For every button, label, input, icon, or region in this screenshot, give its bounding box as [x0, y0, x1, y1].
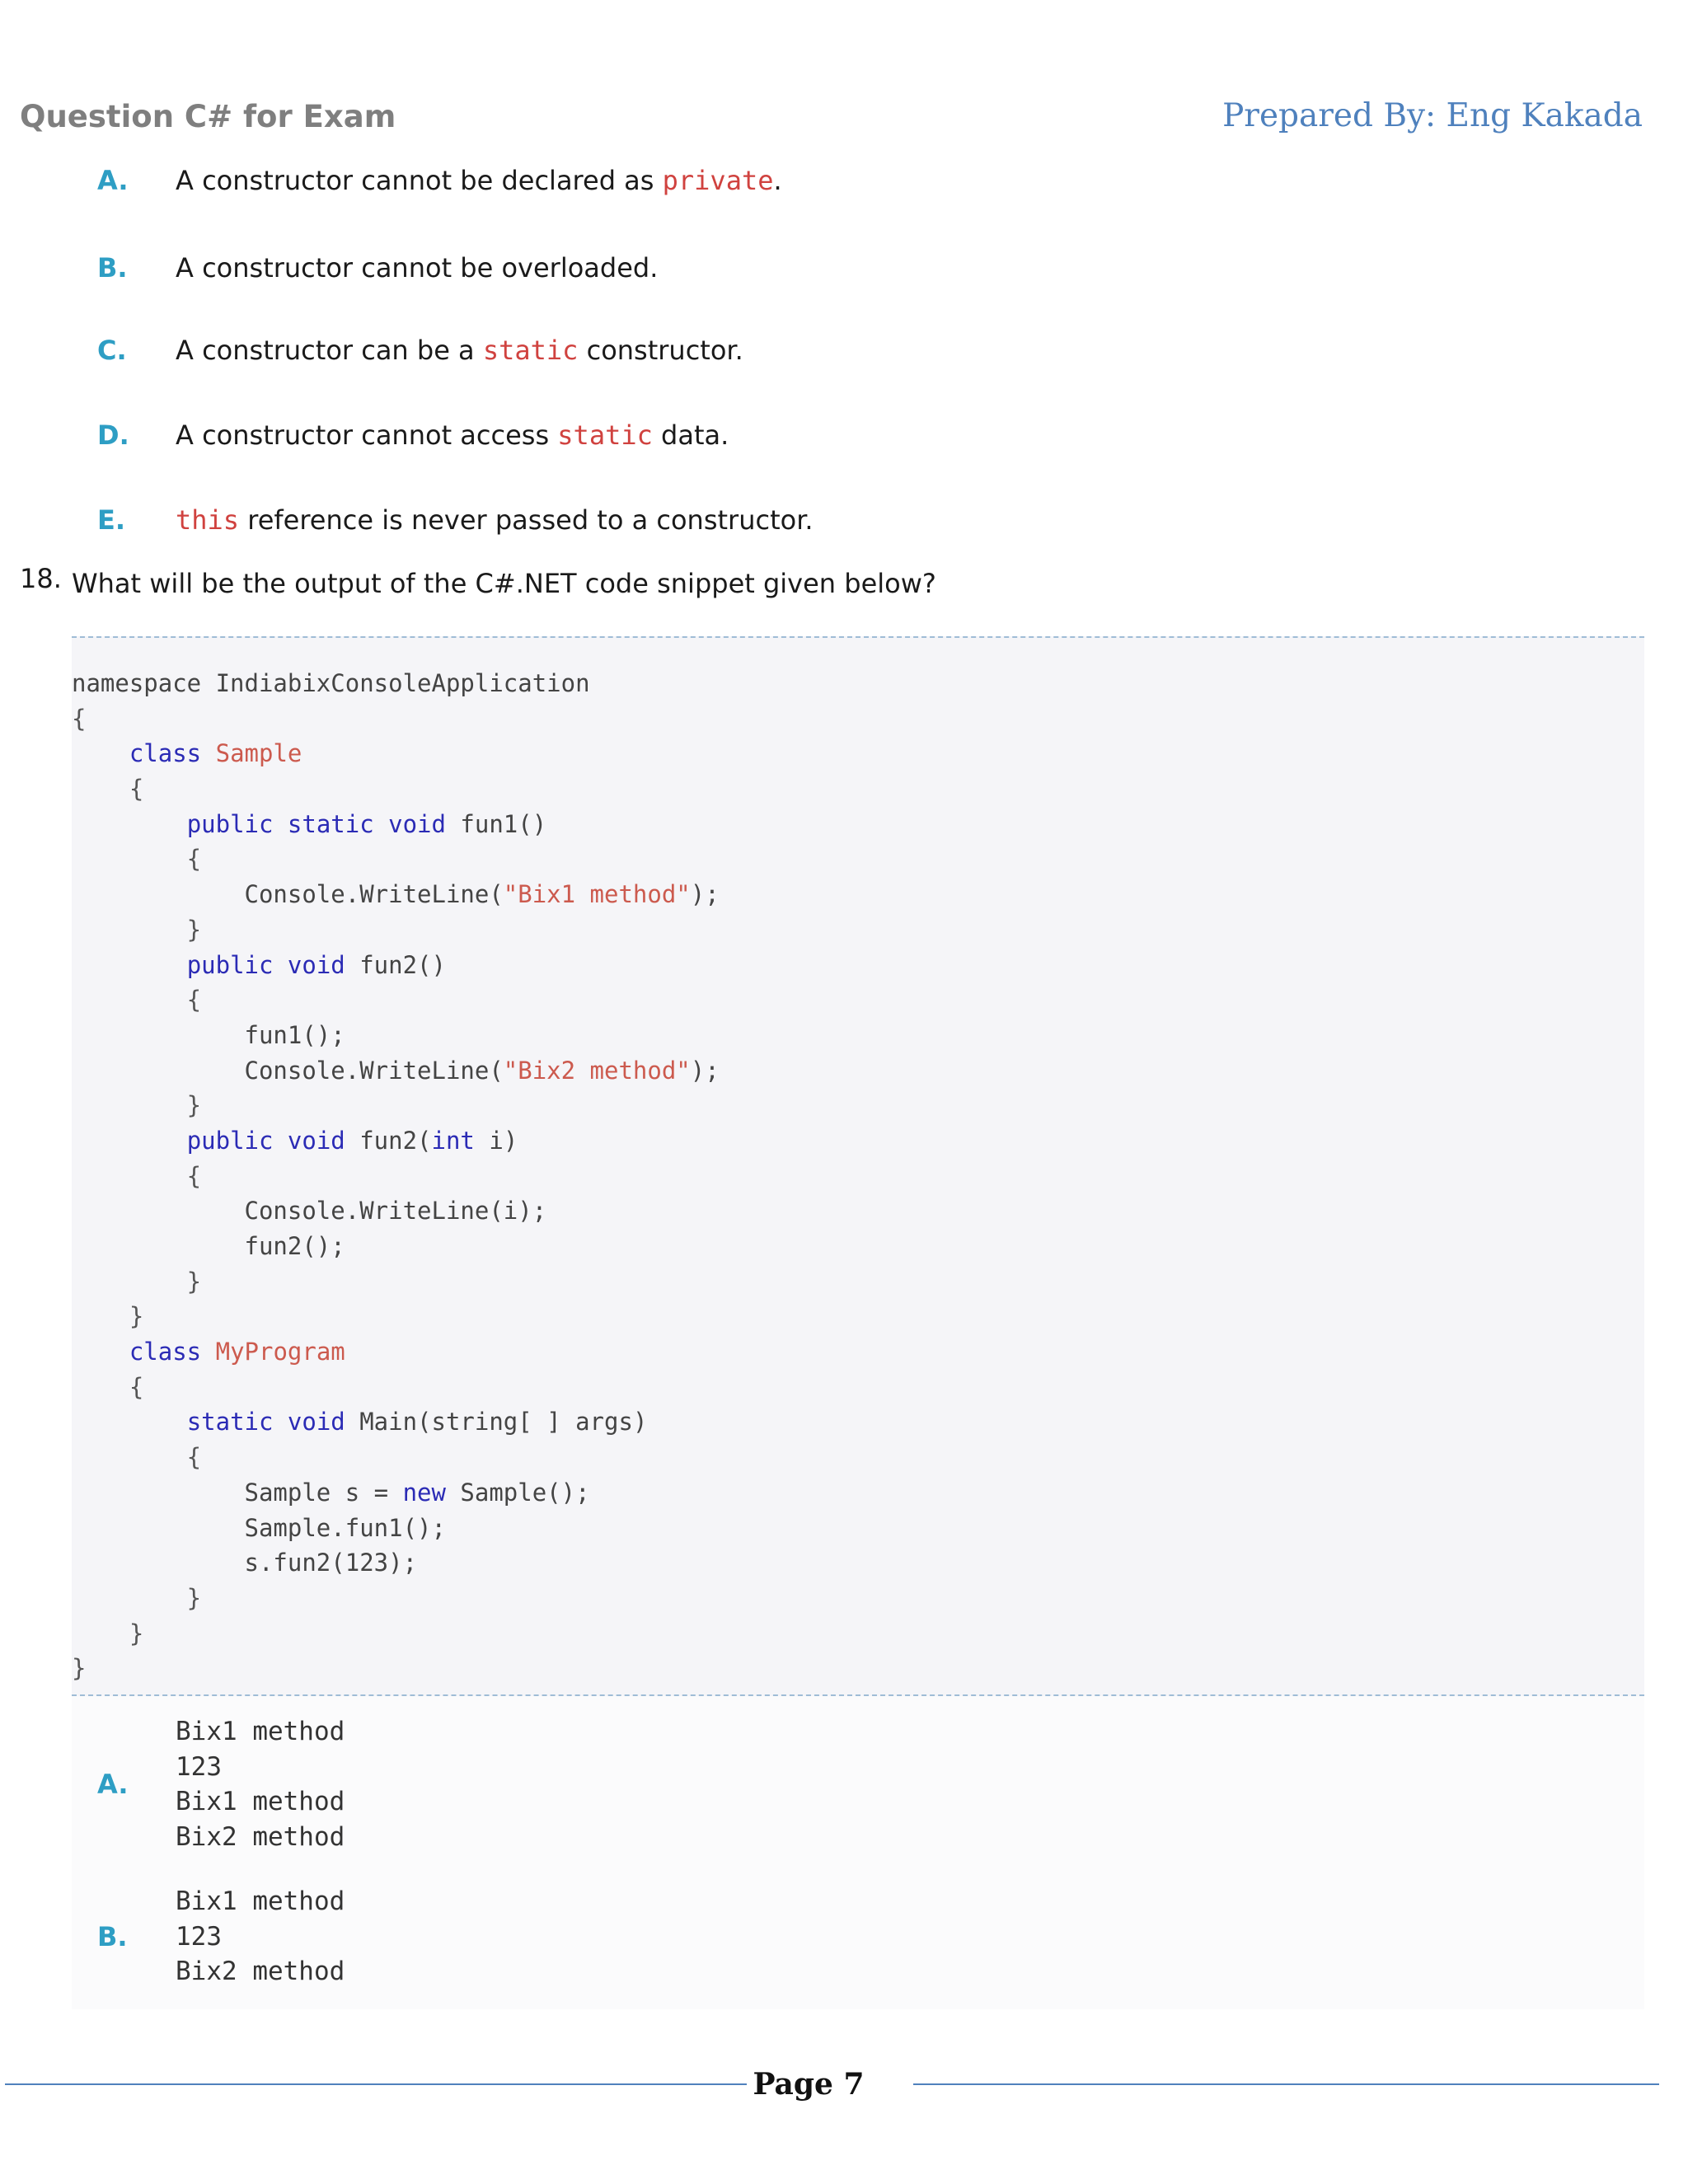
output-line: Bix1 method — [176, 1787, 345, 1816]
option-c — [97, 335, 1647, 366]
code-line — [72, 666, 720, 701]
option-b — [97, 252, 1647, 284]
code-token: MyProgram — [215, 1338, 345, 1366]
code-line — [72, 736, 720, 771]
option-text: A constructor cannot access static data. — [176, 419, 729, 451]
answer-b — [97, 1884, 345, 1990]
code-token: { — [72, 1372, 144, 1401]
answer-output — [176, 1714, 345, 1854]
code-line — [72, 1159, 720, 1194]
code-line — [72, 1475, 720, 1511]
code-line — [72, 1229, 720, 1264]
code-token: s.fun2(123); — [72, 1549, 418, 1577]
code-line — [72, 1440, 720, 1475]
code-token — [72, 1127, 187, 1155]
code-token: { — [72, 775, 144, 804]
option-text: this reference is never passed to a constructor. — [176, 504, 814, 536]
option-text: A constructor can be a static constructor. — [176, 335, 743, 366]
code-token: Console.WriteLine(i); — [72, 1197, 547, 1226]
code-token: namespace IndiabixConsoleApplication — [72, 669, 590, 697]
code-token: fun1() — [445, 809, 547, 838]
code-line — [72, 1545, 720, 1581]
code-token: ); — [690, 1056, 720, 1085]
question-number: 18. — [20, 563, 62, 594]
code-token: public void — [186, 1126, 345, 1155]
code-line — [72, 982, 720, 1018]
code-token: Sample.fun1(); — [72, 1513, 446, 1542]
code-token — [72, 1338, 129, 1366]
code-line — [72, 1123, 720, 1159]
code-line — [72, 807, 720, 842]
code-token: fun2( — [345, 1126, 432, 1155]
option-letter: A. — [97, 1769, 129, 1800]
option-text: A constructor cannot be declared as private. — [176, 165, 782, 196]
code-line — [72, 948, 720, 983]
option-letter: B. — [97, 252, 128, 284]
code-token: } — [72, 1583, 202, 1612]
code-token: Sample — [215, 739, 302, 768]
code-token: } — [72, 1619, 144, 1647]
option-letter: E. — [97, 504, 126, 536]
code-line — [72, 771, 720, 807]
code-token: fun1(); — [72, 1020, 345, 1049]
code-token: "Bix2 method" — [503, 1056, 691, 1085]
inline-code: private — [662, 165, 774, 196]
code-line — [72, 701, 720, 737]
code-token: Console.WriteLine( — [72, 880, 504, 909]
code-line — [72, 1404, 720, 1440]
code-token: fun2(); — [72, 1232, 345, 1260]
code-token: { — [72, 986, 202, 1015]
output-line: Bix2 method — [176, 1957, 345, 1986]
code-token — [72, 810, 187, 838]
inline-code: static — [482, 335, 579, 366]
code-line — [72, 1299, 720, 1334]
code-token: Console.WriteLine( — [72, 1056, 504, 1085]
inline-code: static — [557, 419, 653, 451]
code-token: Sample(); — [445, 1478, 590, 1507]
code-line — [72, 1264, 720, 1300]
option-letter: D. — [97, 419, 129, 451]
code-lines — [72, 666, 720, 1686]
code-token: "Bix1 method" — [503, 880, 691, 909]
code-token: { — [72, 845, 202, 874]
code-token: } — [72, 915, 202, 944]
code-line — [72, 1370, 720, 1405]
code-line — [72, 877, 720, 912]
question-text: What will be the output of the C#.NET code snippet given below? — [72, 568, 936, 599]
code-token: Main(string[ ] args) — [345, 1408, 648, 1436]
page-number: Page 7 — [753, 2067, 865, 2102]
answer-output — [176, 1884, 345, 1990]
code-token — [72, 739, 129, 767]
option-a — [97, 165, 1647, 196]
code-line — [72, 1581, 720, 1616]
code-token — [72, 1408, 187, 1436]
code-token: static void — [186, 1408, 345, 1436]
code-token: ); — [690, 880, 720, 909]
code-token: new — [402, 1478, 446, 1507]
code-token: { — [72, 704, 87, 733]
code-token: Sample s = — [72, 1478, 403, 1507]
code-token — [72, 951, 187, 979]
code-token: int — [431, 1126, 475, 1155]
output-line: Bix1 method — [176, 1886, 345, 1916]
output-line: Bix2 method — [176, 1821, 345, 1852]
code-snippet — [72, 636, 1644, 1696]
code-line — [72, 841, 720, 877]
option-letter: B. — [97, 1920, 128, 1952]
code-token: class — [129, 739, 202, 768]
option-text: A constructor cannot be overloaded. — [176, 252, 659, 284]
code-token: } — [72, 1091, 202, 1120]
author-credit: Prepared By: Eng Kakada — [1222, 97, 1643, 134]
output-line: Bix1 method — [176, 1717, 345, 1746]
code-token: { — [72, 1443, 202, 1472]
code-token: public void — [186, 950, 345, 979]
option-d — [97, 419, 1647, 451]
code-line — [72, 1088, 720, 1123]
code-line — [72, 1334, 720, 1370]
code-token: } — [72, 1654, 87, 1683]
code-line — [72, 1511, 720, 1546]
code-token: } — [72, 1267, 202, 1296]
code-token — [201, 739, 215, 767]
option-letter: C. — [97, 335, 127, 366]
code-line — [72, 1616, 720, 1652]
answer-a — [97, 1714, 345, 1854]
code-line — [72, 1018, 720, 1053]
option-letter: A. — [97, 165, 129, 196]
code-token: { — [72, 1161, 202, 1190]
code-token — [201, 1338, 215, 1366]
code-line — [72, 1651, 720, 1686]
code-token: i) — [474, 1126, 518, 1155]
inline-code: this — [176, 504, 240, 536]
code-token: class — [129, 1338, 202, 1366]
code-line — [72, 912, 720, 948]
output-line: 123 — [176, 1921, 222, 1952]
code-token: fun2() — [345, 950, 446, 979]
code-token: } — [72, 1302, 144, 1331]
code-line — [72, 1193, 720, 1229]
output-line: 123 — [176, 1751, 222, 1782]
code-line — [72, 1053, 720, 1089]
document-title: Question C# for Exam — [20, 99, 396, 134]
code-token: public static void — [186, 809, 446, 838]
option-e — [97, 504, 1647, 536]
